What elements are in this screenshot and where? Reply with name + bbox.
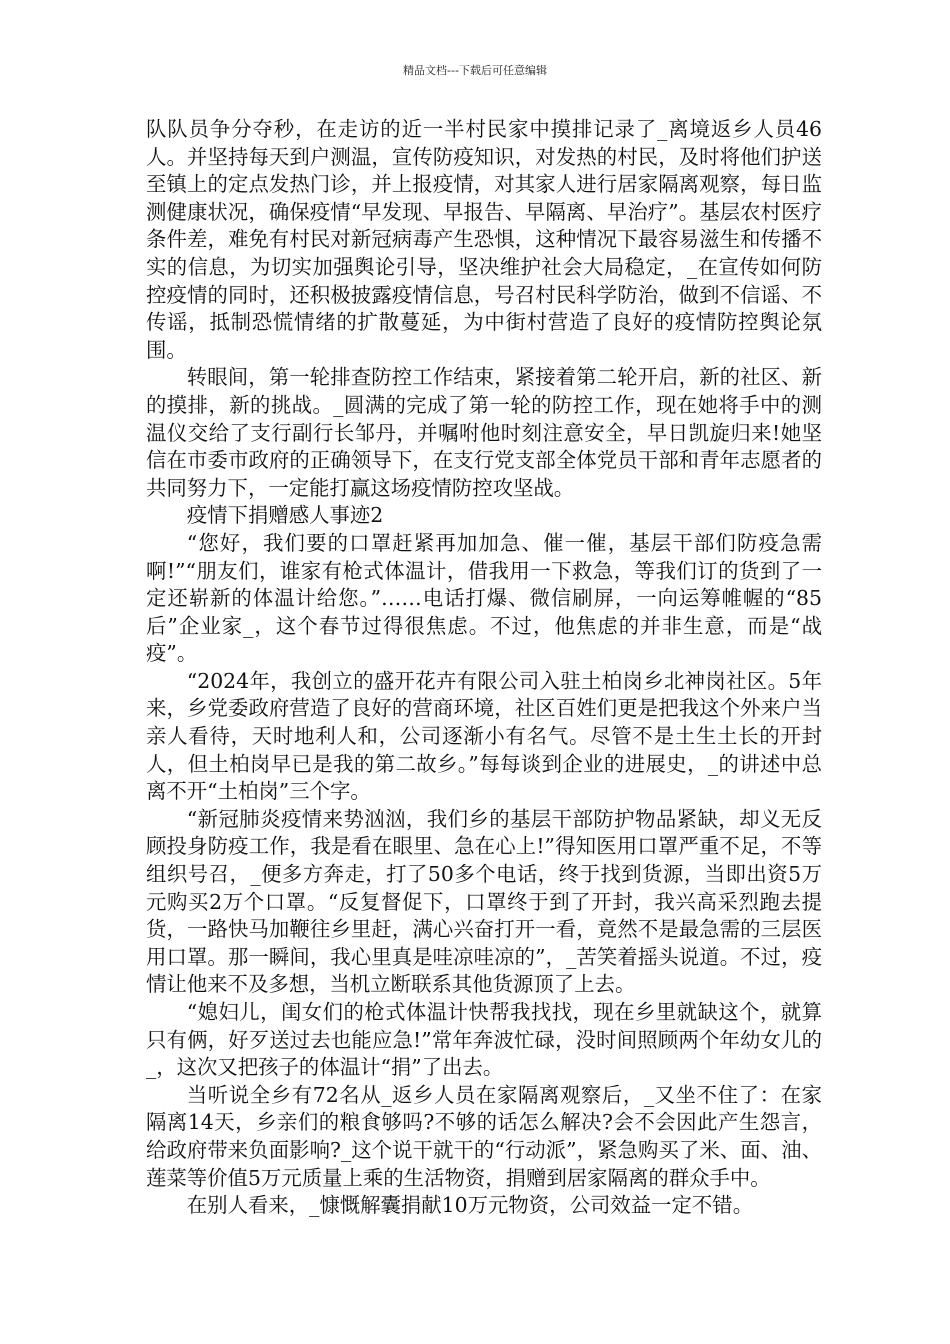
paragraph: 当听说全乡有72名从_返乡人员在家隔离观察后，_又坐不住了：在家隔离14天，乡亲们的粮食够吗?不够的话怎么解决?会不会因此产生怨言，给政府带来负面影响?_这个说干就干的“行动派”，紧急购买了米、面、油、莲菜等价值5万元质量上乘的生活物资，捐赠到居家隔离的群众手中。 — [146, 1082, 822, 1190]
paragraph: 在别人看来，_慷慨解囊捐献10万元物资，公司效益一定不错。 — [186, 1193, 754, 1218]
page-header: 精品文档---下载后可任意编辑 — [403, 64, 547, 77]
paragraph: “新冠肺炎疫情来势汹汹，我们乡的基层干部防护物品紧缺，却义无反顾投身防疫工作，我是看在眼里、急在心上!”得知医用口罩严重不足，不等组织号召，_便多方奔走，打了50多个电话，终于找到货源，当即出资5万元购买2万个口罩。“反复督促下，口罩终于到了开封，我兴高采烈跑去提货，一路快马加鞭往乡里赶，满心兴奋打开一看，竟然不是最急需的三层医用口罩。那一瞬间，我心里真是哇凉哇凉的”，_苦笑着摇头说道。不过，疫情让他来不及多想，当机立断联系其他货源顶了上去。 — [146, 806, 822, 997]
paragraph: 转眼间，第一轮排查防控工作结束，紧接着第二轮开启，新的社区、新的摸排，新的挑战。_圆满的完成了第一轮的防控工作，现在她将手中的测温仪交给了支行副行长邹丹，并嘱咐他时刻注意安全，早日凯旋归来!她坚信在市委市政府的正确领导下，在支行党支部全体党员干部和青年志愿者的共同努力下，一定能打赢这场疫情防控攻坚战。 — [146, 365, 822, 500]
paragraph: “您好，我们要的口罩赶紧再加加急、催一催，基层干部们防疫急需啊!”“朋友们，谁家有枪式体温计，借我用一下救急，等我们订的货到了一定还崭新的体温计给您。”……电话打爆、微信刷屏，一向运筹帷幄的“85后”企业家_，这个春节过得很焦虑。不过，他焦虑的并非生意，而是“战疫”。 — [146, 530, 822, 666]
document-body — [146, 116, 822, 1220]
section-heading: 疫情下捐赠感人事迹2 — [186, 503, 384, 528]
paragraph: 队队员争分夺秒，在走访的近一半村民家中摸排记录了_离境返乡人员46人。并坚持每天到户测温，宣传防疫知识，对发热的村民，及时将他们护送至镇上的定点发热门诊，并上报疫情，对其家人进行居家隔离观察，每日监测健康状况，确保疫情“早发现、早报告、早隔离、早治疗”。基层农村医疗条件差，难免有村民对新冠病毒产生恐惧，这种情况下最容易滋生和传播不实的信息，为切实加强舆论引导，坚决维护社会大局稳定，_在宣传如何防控疫情的同时，还积极披露疫情信息，号召村民科学防治，做到不信谣、不传谣，抵制恐慌情绪的扩散蔓延，为中街村营造了良好的疫情防控舆论氛围。 — [146, 117, 822, 362]
paragraph: “媳妇儿，闺女们的枪式体温计快帮我找找，现在乡里就缺这个，就算只有俩，好歹送过去也能应急!”常年奔波忙碌，没时间照顾两个年幼女儿的_，这次又把孩子的体温计“捐”了出去。 — [146, 1000, 822, 1080]
paragraph: “2024年，我创立的盛开花卉有限公司入驻土柏岗乡北神岗社区。5年来，乡党委政府营造了良好的营商环境，社区百姓们更是把我这个外来户当亲人看待，天时地利人和，公司逐渐小有名气。尽管不是土生土长的开封人，但土柏岗早已是我的第二故乡。”每每谈到企业的进展史，_的讲述中总离不开“土柏岗”三个字。 — [146, 668, 822, 804]
